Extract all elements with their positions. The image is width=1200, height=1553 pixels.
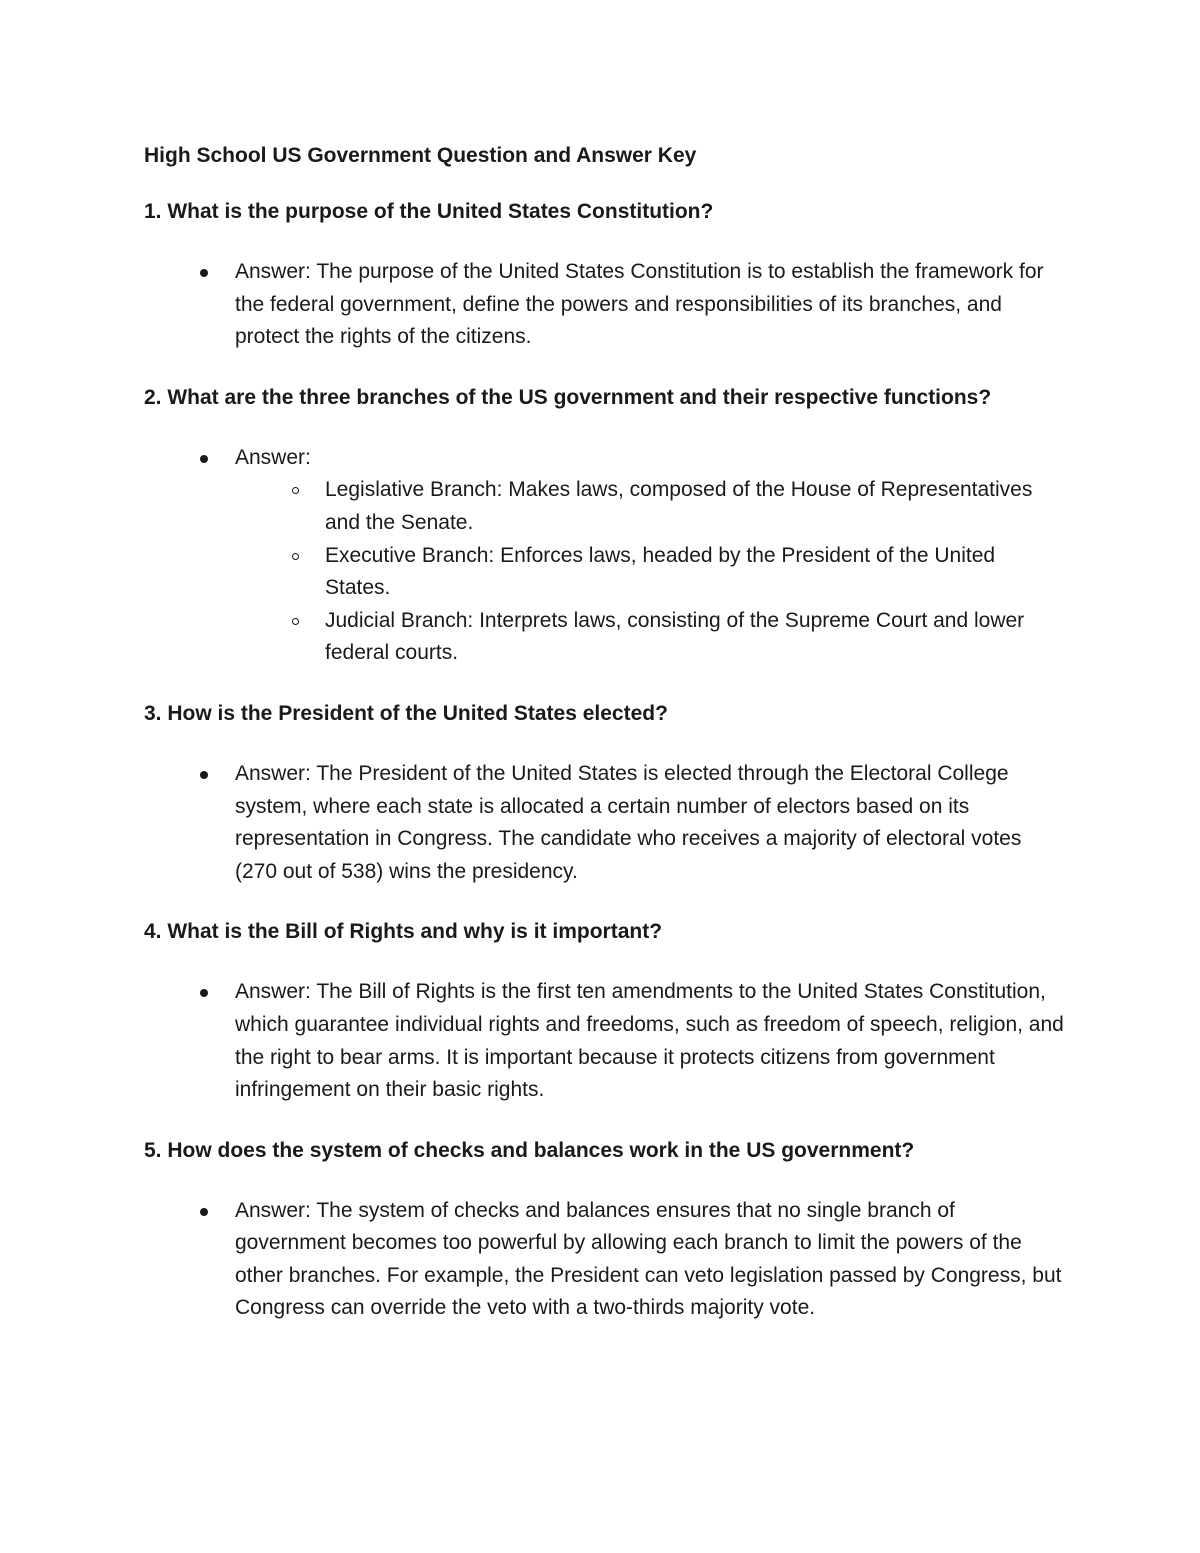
answer-5 [144, 1195, 1064, 1325]
answer-list-4 [144, 976, 1064, 1106]
circle-bullet-icon [292, 553, 299, 560]
answer-list-5 [144, 1195, 1064, 1325]
bullet-icon [200, 771, 208, 779]
question-3: 3. How is the President of the United States elected? [144, 701, 668, 725]
branch-legislative-text: Legislative Branch: Makes laws, composed of the House of Representatives and the Senate. [325, 478, 1033, 534]
question-1: 1. What is the purpose of the United States Constitution? [144, 200, 714, 223]
answer-1 [144, 256, 1064, 354]
branch-executive [325, 540, 1064, 605]
question-5: 5. How does the system of checks and balances work in the US government? [144, 1138, 915, 1162]
answer-list-3 [144, 758, 1064, 888]
circle-bullet-icon [292, 487, 299, 494]
branch-legislative [325, 474, 1064, 539]
answer-2 [144, 442, 1064, 670]
document-title: High School US Government Question and Answer Key [144, 144, 697, 167]
answer-3 [144, 758, 1064, 888]
answer-4 [144, 976, 1064, 1106]
answer-list-1 [144, 256, 1064, 354]
bullet-icon [200, 989, 208, 997]
circle-bullet-icon [292, 618, 299, 625]
answer-1-text: Answer: The purpose of the United States Constitution is to establish the framework for the federal government, define the powers and responsibilities of its branches, and protect the rights of the citizens. [235, 260, 1044, 349]
branch-executive-text: Executive Branch: Enforces laws, headed by the President of the United States. [325, 543, 996, 600]
answer-2-text: Answer: [235, 445, 311, 469]
branches-list [235, 474, 1064, 670]
answer-list-2 [144, 442, 1064, 670]
bullet-icon [200, 269, 208, 277]
answer-3-text: Answer: The President of the United States is elected through the Electoral College system, where each state is allocated a certain number of electors based on its representation in Congress. The candidate who receives a majority of electoral votes (270 out of 538) wins the presidency. [235, 761, 1022, 883]
question-4: 4. What is the Bill of Rights and why is it important? [144, 920, 663, 944]
answer-4-text: Answer: The Bill of Rights is the first ten amendments to the United States Constitution, which guarantee individual rights and freedoms, such as freedom of speech, religion, and the right to bear arms. It is important because it protects citizens from government infringement on their basic rights. [235, 980, 1064, 1102]
branch-judicial [325, 605, 1064, 670]
bullet-icon [200, 455, 208, 463]
bullet-icon [200, 1208, 208, 1216]
question-2: 2. What are the three branches of the US government and their respective functions? [144, 385, 992, 409]
document-content [144, 140, 1064, 1353]
branch-judicial-text: Judicial Branch: Interprets laws, consisting of the Supreme Court and lower federal courts. [325, 608, 1025, 665]
answer-5-text: Answer: The system of checks and balances ensures that no single branch of government becomes too powerful by allowing each branch to limit the powers of the other branches. For example, the President can veto legislation passed by Congress, but Congress can override the veto with a two-thirds majority vote. [235, 1198, 1062, 1320]
